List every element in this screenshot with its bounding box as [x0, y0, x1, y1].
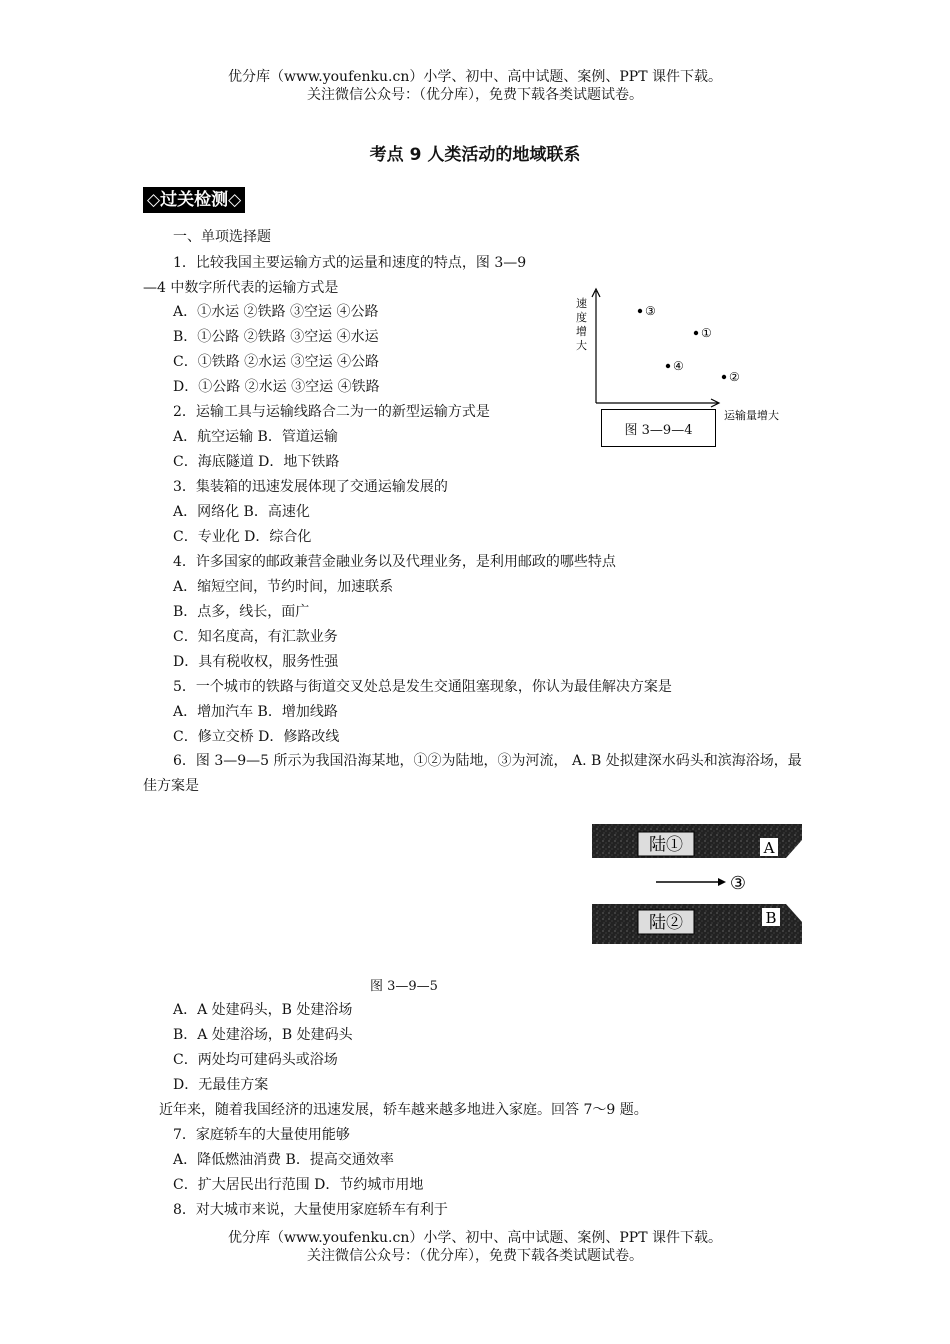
- text-line: 4．许多国家的邮政兼营金融业务以及代理业务，是利用邮政的哪些特点: [173, 554, 616, 570]
- text-line: 近年来，随着我国经济的迅速发展，轿车越来越多地进入家庭。回答 7～9 题。: [159, 1102, 648, 1118]
- section-heading: ◇过关检测◇: [143, 187, 245, 213]
- point-label: ①: [701, 326, 712, 340]
- text-line: A．缩短空间，节约时间，加速联系: [173, 579, 394, 595]
- text-line: 5．一个城市的铁路与街道交叉处总是发生交通阻塞现象，你认为最佳解决方案是: [173, 679, 672, 695]
- text-line: 6．图 3—9—5 所示为我国沿海某地，①②为陆地，③为河流， A. B 处拟建深水码头和滨海浴场，最: [173, 753, 802, 769]
- text-line: 7．家庭轿车的大量使用能够: [173, 1127, 350, 1143]
- text-line: 8．对大城市来说，大量使用家庭轿车有利于: [173, 1202, 448, 1218]
- text-line: A．航空运输 B．管道运输: [173, 429, 338, 445]
- scatter-point: [638, 309, 642, 313]
- text-line: C．专业化 D．综合化: [173, 529, 312, 545]
- text-line: C．扩大居民出行范围 D．节约城市用地: [173, 1177, 424, 1193]
- text-line: A．网络化 B．高速化: [173, 504, 310, 520]
- y-axis-label-char: 大: [576, 339, 587, 352]
- text-line: 一、单项选择题: [173, 229, 271, 245]
- figure-3-9-4-caption: 图 3—9—4: [601, 409, 716, 447]
- scatter-point: [666, 364, 670, 368]
- text-line: D．无最佳方案: [173, 1077, 269, 1093]
- header-line-1: 优分库（www.youfenku.cn）小学、初中、高中试题、案例、PPT 课件下载。: [227, 69, 722, 85]
- text-line: D．具有税收权，服务性强: [173, 654, 339, 670]
- land-1-label: 陆①: [649, 835, 683, 855]
- page-title: 考点 9 人类活动的地域联系: [369, 145, 581, 165]
- footer-line-1: 优分库（www.youfenku.cn）小学、初中、高中试题、案例、PPT 课件下载。: [227, 1230, 722, 1246]
- footer-line-2: 关注微信公众号：（优分库），免费下载各类试题试卷。: [307, 1248, 643, 1264]
- figure-3-9-5-map: [590, 822, 804, 946]
- text-line: C．修立交桥 D．修路改线: [173, 729, 340, 745]
- text-line: 佳方案是: [143, 778, 199, 794]
- text-line: 1．比较我国主要运输方式的运量和速度的特点，图 3—9: [173, 255, 527, 271]
- text-line: C．海底隧道 D．地下铁路: [173, 454, 340, 470]
- y-axis-label-char: 度: [576, 311, 587, 324]
- text-line: B．①公路 ②铁路 ③空运 ④水运: [173, 329, 379, 345]
- point-label: ②: [729, 370, 740, 384]
- text-line: A．A 处建码头，B 处建浴场: [173, 1002, 353, 1018]
- figure-3-9-5-caption: 图 3—9—5: [370, 979, 438, 994]
- river-label: ③: [729, 873, 747, 894]
- text-line: B．A 处建浴场，B 处建码头: [173, 1027, 353, 1043]
- text-line: C．知名度高，有汇款业务: [173, 629, 338, 645]
- text-line: A．降低燃油消费 B．提高交通效率: [173, 1152, 394, 1168]
- x-axis-label: 运输量增大: [724, 409, 779, 422]
- point-a-label: A: [763, 839, 775, 857]
- scatter-point: [722, 375, 726, 379]
- point-label: ④: [673, 359, 684, 373]
- y-axis-label-char: 速: [576, 297, 587, 310]
- header-line-2: 关注微信公众号：（优分库），免费下载各类试题试卷。: [307, 87, 643, 103]
- text-line: C．两处均可建码头或浴场: [173, 1052, 338, 1068]
- text-line: A．增加汽车 B．增加线路: [173, 704, 338, 720]
- scatter-point: [694, 331, 698, 335]
- text-line: 2．运输工具与运输线路合二为一的新型运输方式是: [173, 404, 490, 420]
- text-line: A．①水运 ②铁路 ③空运 ④公路: [173, 304, 379, 320]
- y-axis-label-char: 增: [576, 325, 587, 338]
- text-line: B．点多，线长，面广: [173, 604, 310, 620]
- text-line: C．①铁路 ②水运 ③空运 ④公路: [173, 354, 380, 370]
- text-line: —4 中数字所代表的运输方式是: [143, 280, 339, 296]
- text-line: D．①公路 ②水运 ③空运 ④铁路: [173, 379, 380, 395]
- point-b-label: B: [765, 909, 777, 927]
- land-2-label: 陆②: [649, 913, 683, 933]
- point-label: ③: [645, 304, 656, 318]
- text-line: 3．集装箱的迅速发展体现了交通运输发展的: [173, 479, 448, 495]
